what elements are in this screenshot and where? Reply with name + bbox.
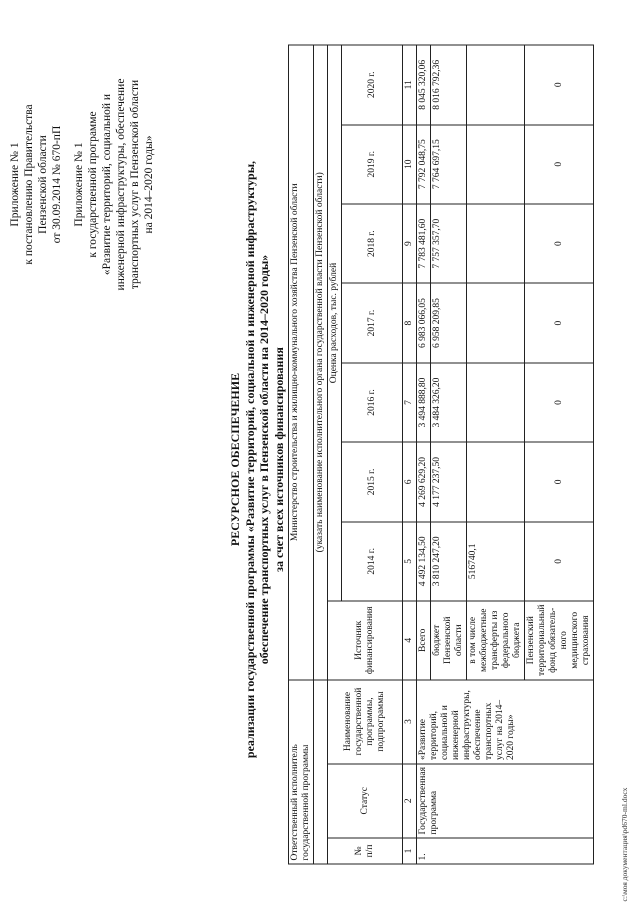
appendix-line: на 2014–2020 годы»: [143, 135, 155, 234]
value-cell: [467, 442, 525, 521]
resource-table: [288, 45, 594, 865]
value-cell: [467, 283, 525, 362]
value-cell: [467, 363, 525, 442]
value-cell: 0: [525, 442, 594, 521]
header-year: 2014 г.: [342, 522, 403, 601]
header-year: 2015 г.: [342, 442, 403, 521]
value-cell: 4 177 237,50: [431, 442, 467, 521]
source-label: бюджет Пензенской области: [431, 601, 467, 679]
header-year: 2018 г.: [342, 204, 403, 283]
header-year: 2016 г.: [342, 363, 403, 442]
value-cell: 6 958 209,85: [431, 283, 467, 362]
file-path-footer: c:\моя документация\pd670-ml.docx: [620, 787, 629, 902]
header-no: № п/п: [328, 838, 403, 864]
value-cell: 7 783 481,60: [417, 204, 431, 283]
header-year: 2019 г.: [342, 125, 403, 204]
header-year: 2017 г.: [342, 283, 403, 362]
appendix-line: от 30.09.2014 № 670-пП: [51, 125, 63, 244]
title-line: обеспечение транспортных услуг в Пензенской области на 2014–2020 годы»: [257, 254, 271, 665]
value-cell: 7 764 697,15: [431, 125, 467, 204]
appendix-line: инженерной инфраструктуры, обеспечение: [115, 78, 127, 291]
document-title: [228, 135, 286, 785]
column-number-row: [403, 45, 417, 864]
column-number: 9: [403, 204, 417, 283]
column-number: 7: [403, 363, 417, 442]
header-estimate: Оценка расходов, тыс. рублей: [328, 45, 342, 601]
appendix-line: Приложение № 1: [73, 142, 85, 227]
value-cell: 7 792 048,75: [417, 125, 431, 204]
source-label: Всего: [417, 601, 431, 679]
header-name: Наименование государственной программы, подпрограммы: [328, 680, 403, 764]
table-row: [328, 45, 342, 864]
column-number: 11: [403, 45, 417, 125]
value-cell: 3 484 326,20: [431, 363, 467, 442]
header-source: Источник финансирования: [328, 601, 403, 679]
blank-cell: [314, 680, 328, 864]
value-cell: 3 810 247,20: [431, 522, 467, 601]
value-cell: 4 492 134,50: [417, 522, 431, 601]
value-cell: 3 494 888,80: [417, 363, 431, 442]
value-cell: [467, 204, 525, 283]
appendix-line: к государственной программе: [87, 111, 99, 258]
appendix-block: [8, 25, 156, 345]
column-number: 5: [403, 522, 417, 601]
value-cell: [467, 125, 525, 204]
column-number: 10: [403, 125, 417, 204]
value-cell: 4 269 629,20: [417, 442, 431, 521]
title-line: реализации государственной программы «Развитие территорий, социальной и инженерной инфраструктуры,: [242, 160, 257, 759]
header-year: 2020 г.: [342, 45, 403, 125]
header-status: Статус: [328, 764, 403, 838]
appendix-line: к постановлению Правительства: [23, 104, 35, 265]
value-cell: 0: [525, 522, 594, 601]
column-number: 8: [403, 283, 417, 362]
column-number: 6: [403, 442, 417, 521]
column-number: 3: [403, 680, 417, 764]
value-cell: 0: [525, 45, 594, 125]
source-label: Пензенский территориальный фонд обязатель-ного медицинского страхования: [525, 601, 594, 679]
value-cell: [467, 45, 525, 125]
table-row: [289, 45, 314, 864]
title-line: за счет всех источников финансирования: [271, 347, 286, 572]
value-cell: 6 983 066,05: [417, 283, 431, 362]
value-cell: 0: [525, 204, 594, 283]
resp-label-cell: Ответственный исполнитель государственной программы: [289, 680, 314, 864]
value-cell: 0: [525, 125, 594, 204]
value-cell: 0: [525, 283, 594, 362]
appendix-line: Пензенской области: [37, 135, 49, 234]
column-number: 2: [403, 764, 417, 838]
column-number: 1: [403, 838, 417, 864]
appendix-line: транспортных услуг в Пензенской области: [129, 79, 141, 290]
resp-value-cell: Министерство строительства и жилищно-коммунального хозяйства Пензенской области: [289, 45, 314, 680]
appendix-gap: [64, 25, 72, 345]
title-heading: РЕСУРСНОЕ ОБЕСПЕЧЕНИЕ: [228, 372, 242, 547]
value-cell: 0: [525, 363, 594, 442]
table-row: [314, 45, 328, 864]
row-status: Государственная программа: [417, 764, 594, 838]
value-cell: 7 757 357,70: [431, 204, 467, 283]
value-cell: 8 016 792,36: [431, 45, 467, 125]
source-label: в том числе межбюджетные трансферты из федерального бюджета: [467, 601, 525, 679]
row-number: 1.: [417, 838, 594, 864]
appendix-line: «Развитие территорий, социальной и: [101, 93, 113, 276]
appendix-line: Приложение № 1: [9, 142, 21, 227]
resp-hint-cell: (указать наименование исполнительного органа государственной власти Пензенской области): [314, 45, 328, 680]
column-number: 4: [403, 601, 417, 679]
value-cell: 516740,1: [467, 522, 525, 601]
row-name: «Развитие территорий, социальной и инженерной инфраструктуры, обеспечение транспортных услуг на 2014–2020 годы»: [417, 680, 594, 764]
value-cell: 8 045 320,06: [417, 45, 431, 125]
table-row: [417, 45, 431, 864]
